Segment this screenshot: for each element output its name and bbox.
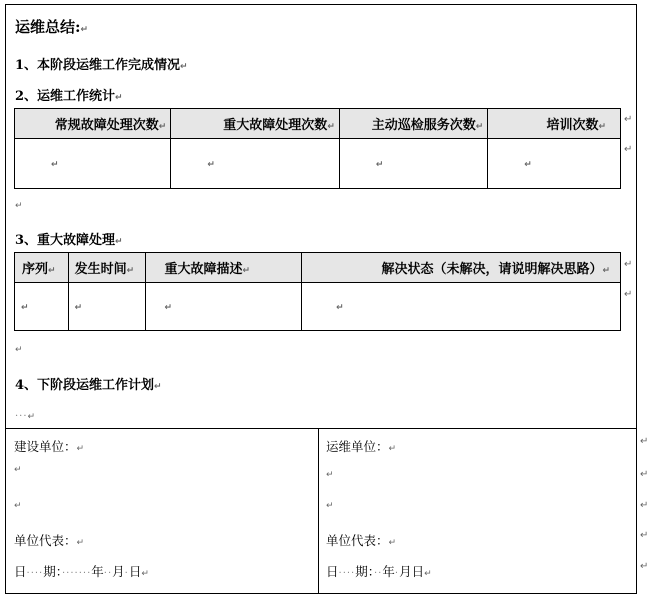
- date-day-label: 日: [14, 564, 27, 579]
- para-mark: ↵: [27, 412, 36, 422]
- incident-header-label: 重大故障描述: [164, 262, 243, 277]
- row-end-mark: ↵: [640, 436, 648, 447]
- empty-paragraph: ↵: [326, 501, 334, 511]
- incident-header-label: 序列: [22, 262, 49, 277]
- signature-divider-middle: [318, 428, 319, 594]
- incident-cell[interactable]: [15, 283, 69, 331]
- date-end-label: 日: [128, 564, 142, 579]
- incident-cell[interactable]: [68, 283, 146, 331]
- row-end-mark: ↵: [640, 469, 648, 480]
- para-mark: ↵: [80, 25, 89, 35]
- stats-header-cell: [488, 109, 621, 139]
- row-end-mark: ↵: [624, 289, 633, 300]
- para-mark: ↵: [158, 122, 167, 132]
- incident-header-cell: [302, 253, 621, 283]
- signature-divider-top: [5, 428, 637, 429]
- stats-cell[interactable]: [15, 139, 171, 189]
- doc-title-text: 运维总结:: [15, 18, 81, 36]
- date-year-label: 年: [382, 564, 395, 579]
- stats-cell[interactable]: [488, 139, 621, 189]
- para-mark: ↵: [76, 444, 85, 454]
- incident-header-cell: [68, 253, 146, 283]
- incident-cell[interactable]: [146, 283, 302, 331]
- section-4-label: 4、下阶段运维工作计划: [15, 378, 155, 393]
- section-2-label: 2、运维工作统计: [15, 89, 116, 104]
- para-mark: ↵: [51, 160, 59, 170]
- para-mark: ↵: [21, 303, 29, 313]
- para-mark: ↵: [388, 444, 397, 454]
- date-month-label: 月: [399, 564, 412, 579]
- incident-header-cell: [146, 253, 302, 283]
- row-end-mark: ↵: [640, 561, 648, 572]
- para-mark: ↵: [164, 303, 173, 313]
- para-mark: ↵: [524, 160, 532, 170]
- stats-header-cell: [339, 109, 487, 139]
- date-period-label: 期：: [43, 564, 62, 579]
- para-mark: ↵: [242, 266, 251, 276]
- representative-label: [14, 531, 84, 549]
- section-3-heading: [15, 229, 123, 248]
- para-mark: ↵: [598, 122, 606, 132]
- date-end-label: 日: [411, 564, 425, 579]
- ellipsis-mark: ···: [15, 411, 28, 422]
- row-end-mark: ↵: [624, 259, 633, 270]
- stats-table-header-row: [15, 109, 621, 139]
- incident-table-row: [15, 283, 621, 331]
- unit-label-text: 运维单位：: [326, 439, 389, 454]
- para-mark: ↵: [375, 160, 384, 170]
- date-day-label: 日: [326, 564, 339, 579]
- date-line[interactable]: 日····期：··年·月日↵: [326, 564, 432, 579]
- rep-label-text: 单位代表：: [14, 533, 77, 548]
- empty-paragraph: ↵: [14, 465, 22, 475]
- empty-paragraph: ↵: [14, 501, 22, 511]
- date-year-label: 年: [91, 564, 104, 579]
- incident-table-header-row: [15, 253, 621, 283]
- section-1-label: 1、本阶段运维工作完成情况: [15, 58, 181, 73]
- unit-label-text: 建设单位：: [14, 439, 77, 454]
- row-end-mark: ↵: [624, 144, 633, 155]
- para-mark: ↵: [76, 538, 85, 548]
- section-1-heading: [15, 54, 188, 73]
- construction-unit-label: [14, 437, 84, 455]
- section-3-label: 3、重大故障处理: [15, 233, 116, 248]
- plan-placeholder[interactable]: [15, 404, 35, 423]
- para-mark: ↵: [126, 266, 135, 276]
- row-end-mark: ↵: [624, 114, 633, 125]
- empty-paragraph: ↵: [15, 201, 23, 211]
- incident-header-label: 解决状态（未解决，请说明解决思路）: [381, 262, 603, 277]
- date-period-label: 期：: [355, 564, 374, 579]
- stats-header-label: 重大故障处理次数: [223, 118, 328, 133]
- maintenance-unit-label: [326, 437, 396, 455]
- para-mark: ↵: [115, 93, 123, 103]
- stats-cell[interactable]: [171, 139, 340, 189]
- doc-title: [15, 16, 88, 37]
- incident-table: [14, 252, 621, 331]
- para-mark: ↵: [115, 237, 123, 247]
- section-2-heading: [15, 85, 123, 104]
- section-4-heading: [15, 374, 162, 393]
- row-end-mark: ↵: [640, 530, 648, 541]
- incident-header-cell: [15, 253, 69, 283]
- para-mark: ↵: [424, 569, 432, 579]
- empty-paragraph: ↵: [326, 470, 334, 480]
- para-mark: ↵: [154, 382, 162, 392]
- stats-header-label: 常规故障处理次数: [54, 118, 159, 133]
- rep-label-text: 单位代表：: [326, 533, 389, 548]
- date-line[interactable]: 日····期：·······年··月·日↵: [14, 564, 149, 579]
- para-mark: ↵: [141, 569, 149, 579]
- para-mark: ↵: [602, 266, 610, 276]
- stats-cell[interactable]: [339, 139, 487, 189]
- incident-cell[interactable]: [302, 283, 621, 331]
- para-mark: ↵: [388, 538, 397, 548]
- stats-header-cell: [15, 109, 171, 139]
- para-mark: ↵: [207, 160, 215, 170]
- date-month-label: 月: [112, 564, 125, 579]
- stats-header-cell: [171, 109, 340, 139]
- row-end-mark: ↵: [640, 500, 648, 511]
- para-mark: ↵: [327, 122, 335, 132]
- empty-paragraph: ↵: [15, 345, 23, 355]
- stats-header-label: 主动巡检服务次数: [371, 118, 476, 133]
- stats-header-label: 培训次数: [546, 118, 599, 133]
- para-mark: ↵: [74, 303, 83, 313]
- incident-header-label: 发生时间: [74, 262, 127, 277]
- para-mark: ↵: [48, 266, 56, 276]
- para-mark: ↵: [475, 122, 484, 132]
- para-mark: ↵: [336, 303, 344, 313]
- stats-table-row: [15, 139, 621, 189]
- representative-label: [326, 531, 396, 549]
- para-mark: ↵: [180, 62, 188, 72]
- stats-table: [14, 108, 621, 189]
